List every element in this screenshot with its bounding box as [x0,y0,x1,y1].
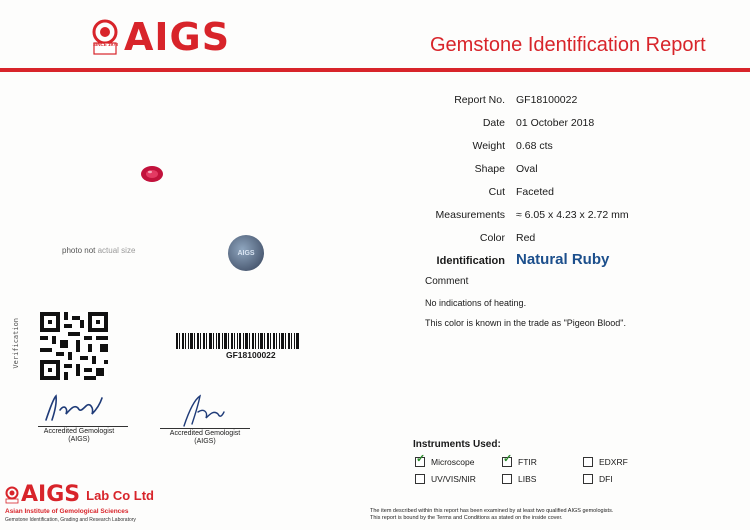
header-divider [0,68,750,72]
instruments-title: Instruments Used: [413,439,501,450]
instrument-dfi: DFI [583,474,613,484]
footer-disclaimer: The item described within this report has been examined by at least two qualified AIGS gemologists. This report is bound by the Terms and Conditions as stated on the inside cover. [370,508,614,521]
hologram-seal: AIGS [228,235,264,271]
instrument-microscope: ✓ Microscope [416,453,475,467]
lab-tagline: Gemstone Identification, Grading and Research Laboratory [5,517,136,523]
field-label-cut: Cut [488,186,505,198]
signature-line [160,428,250,429]
signature-caption: Accredited Gemologist (AIGS) [43,428,115,443]
comment-label: Comment [425,276,469,287]
field-value-weight: 0.68 cts [516,140,553,152]
qr-code [40,312,108,380]
signature-caption: Accredited Gemologist (AIGS) [169,430,241,445]
checkbox-unchecked [583,457,593,467]
checkbox-unchecked [583,474,593,484]
checkbox-checked [502,453,513,467]
ruby-photo [140,165,164,183]
checkbox-unchecked [415,474,425,484]
field-label-shape: Shape [474,163,505,175]
brand-name: AIGS [124,15,231,59]
aigs-seal-icon [5,486,19,504]
verification-label: Verification [12,318,20,369]
identification-value: Natural Ruby [516,251,610,268]
identification-label: Identification [436,255,505,267]
barcode-number: GF18100022 [226,350,276,360]
lab-logo [5,484,154,506]
comment-line: This color is known in the trade as "Pigeon Blood". [425,318,626,328]
lab-name: Lab Co Ltd [86,487,155,503]
field-value-measurements: ≈ 6.05 x 4.23 x 2.72 mm [516,209,629,221]
instrument-uvvisnir: UV/VIS/NIR [415,474,476,484]
signature-1 [42,390,112,426]
instrument-libs: LIBS [502,474,536,484]
brand-logo [92,15,231,59]
field-value-color: Red [516,232,536,244]
instrument-edxrf: EDXRF [583,457,628,467]
field-label-color: Color [479,232,505,244]
photo-note: photo not actual size [62,246,136,255]
checkbox-unchecked [502,474,512,484]
aigs-seal-icon [92,19,118,55]
lab-brand: AIGS [21,482,81,507]
check-icon: ✓ [416,453,426,465]
comment-line: No indications of heating. [425,298,527,308]
barcode [176,333,300,349]
report-title: Gemstone Identification Report [430,34,706,56]
seal-text: SINCE 1978 [93,42,119,47]
instrument-ftir: ✓ FTIR [503,453,537,467]
field-value-report-no: GF18100022 [516,94,578,106]
check-icon: ✓ [503,453,513,465]
field-label-measurements: Measurements [435,209,505,221]
signature-line [38,426,128,427]
signature-2 [178,392,228,428]
checkbox-checked [415,453,426,467]
field-label-report-no: Report No. [454,94,505,106]
field-label-date: Date [482,117,505,129]
field-value-shape: Oval [516,163,538,175]
lab-full-name: Asian Institute of Gemological Sciences [5,508,129,515]
field-value-cut: Faceted [516,186,554,198]
field-value-date: 01 October 2018 [516,117,595,129]
field-label-weight: Weight [472,140,505,152]
